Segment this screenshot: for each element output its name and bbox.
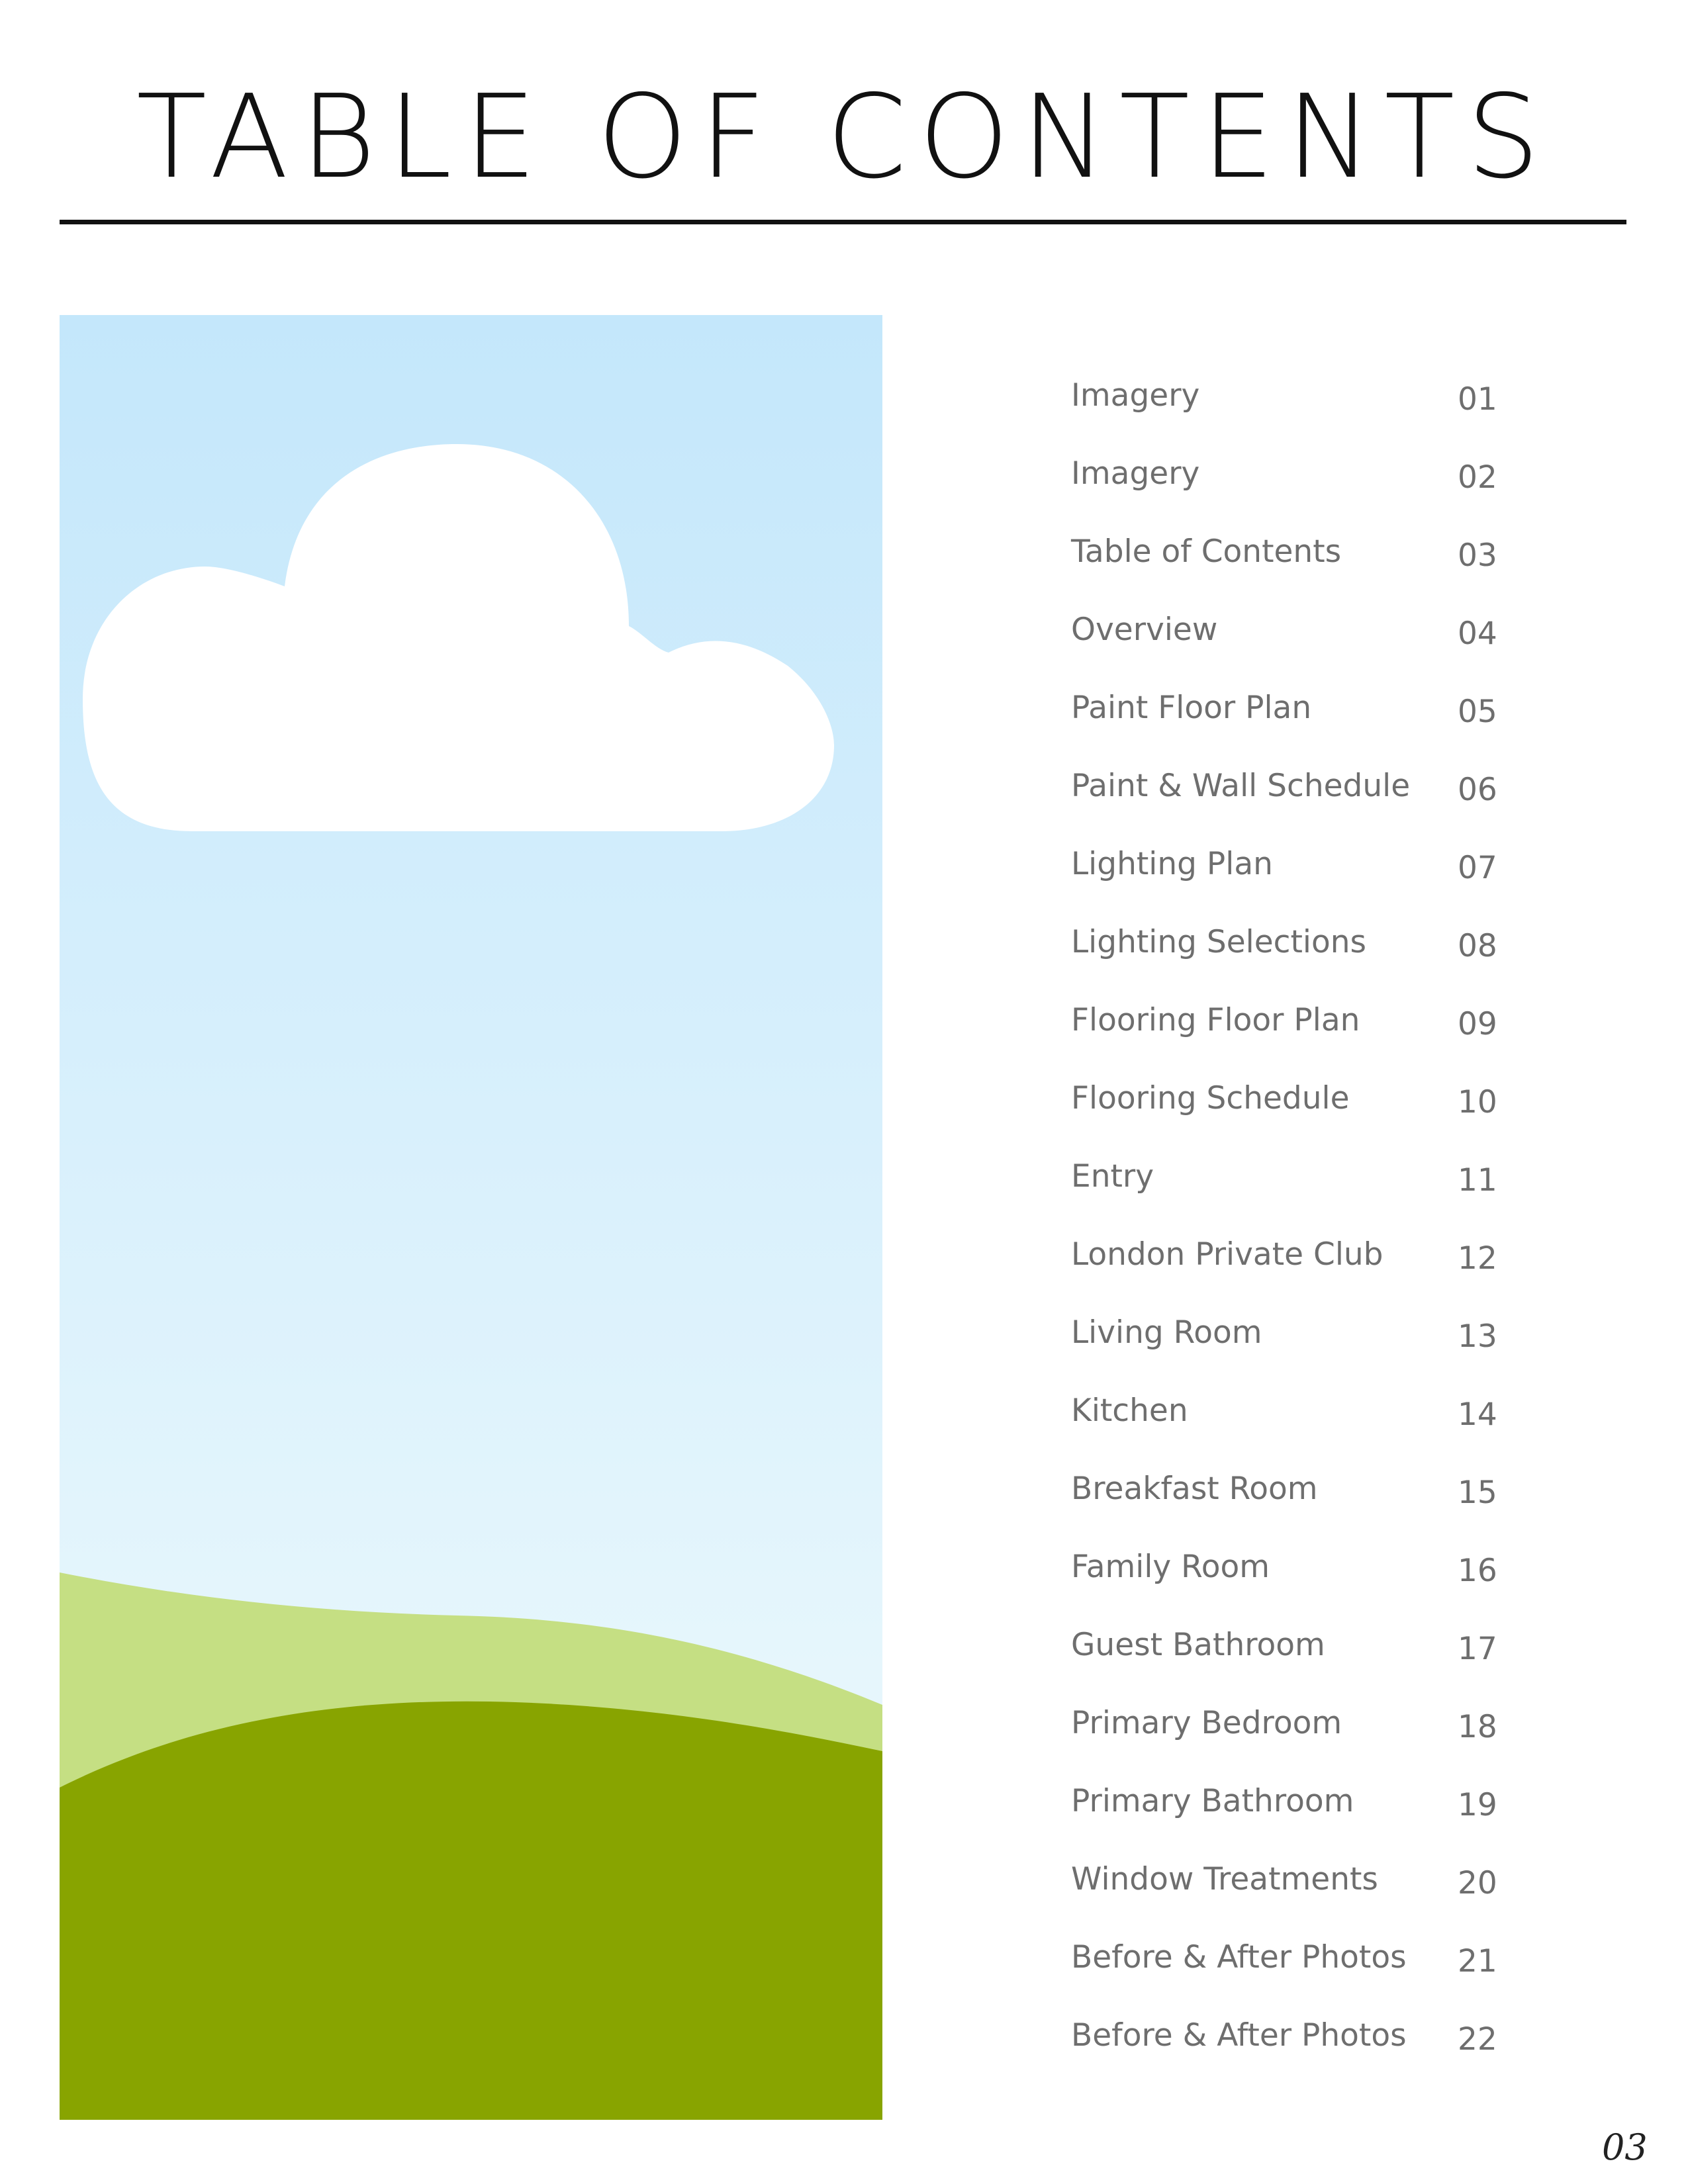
toc-entry[interactable] [1071, 363, 1534, 441]
toc-entry[interactable] [1071, 1925, 1534, 2003]
toc-entry-label: Before & After Photos [1071, 2017, 1407, 2054]
toc-entry[interactable] [1071, 1534, 1534, 1612]
toc-entry[interactable] [1071, 1456, 1534, 1534]
toc-entry-page: 12 [1458, 1240, 1497, 1277]
toc-entry-label: Living Room [1071, 1314, 1262, 1351]
toc-entry-page: 13 [1458, 1318, 1497, 1355]
toc-entry-label: Overview [1071, 612, 1218, 648]
toc-entry-label: Table of Contents [1071, 533, 1342, 570]
page-title: TABLE OF CONTENTS [136, 70, 1552, 205]
toc-entry-page: 10 [1458, 1084, 1497, 1120]
toc-entry-page: 02 [1458, 459, 1497, 496]
toc-entry-label: Paint Floor Plan [1071, 690, 1312, 726]
toc-entry-page: 19 [1458, 1787, 1497, 1823]
toc-entry-page: 22 [1458, 2021, 1497, 2058]
toc-entry-label: Entry [1071, 1158, 1154, 1195]
toc-entry[interactable] [1071, 1066, 1534, 1144]
toc-entry[interactable] [1071, 1690, 1534, 1768]
toc-entry-label: London Private Club [1071, 1236, 1383, 1273]
toc-entry[interactable] [1071, 1768, 1534, 1846]
toc-entry[interactable] [1071, 675, 1534, 753]
toc-entry-page: 17 [1458, 1631, 1497, 1667]
toc-entry[interactable] [1071, 753, 1534, 831]
toc-entry-page: 05 [1458, 694, 1497, 730]
toc-entry-page: 20 [1458, 1865, 1497, 1901]
toc-entry[interactable] [1071, 2003, 1534, 2081]
title-divider [60, 220, 1626, 224]
toc-entry-label: Before & After Photos [1071, 1939, 1407, 1976]
toc-entry[interactable] [1071, 987, 1534, 1066]
toc-entry-page: 21 [1458, 1943, 1497, 1979]
toc-entry[interactable] [1071, 519, 1534, 597]
toc-entry-page: 09 [1458, 1006, 1497, 1042]
toc-entry[interactable] [1071, 1144, 1534, 1222]
page-number: 03 [1602, 2126, 1648, 2168]
toc-entry-label: Window Treatments [1071, 1861, 1378, 1897]
toc-entry[interactable] [1071, 1846, 1534, 1925]
toc-entry-label: Lighting Plan [1071, 846, 1273, 882]
toc-entry[interactable] [1071, 909, 1534, 987]
toc-entry[interactable] [1071, 1222, 1534, 1300]
toc-entry-label: Flooring Floor Plan [1071, 1002, 1360, 1038]
toc-entry[interactable] [1071, 597, 1534, 675]
toc-entry-page: 06 [1458, 772, 1497, 808]
landscape-illustration [60, 315, 882, 2120]
toc-entry-label: Flooring Schedule [1071, 1080, 1350, 1116]
toc-entry-page: 18 [1458, 1709, 1497, 1745]
front-hill [60, 1702, 882, 2120]
toc-entry[interactable] [1071, 1612, 1534, 1690]
toc-entry-page: 04 [1458, 615, 1497, 652]
toc-entry-label: Lighting Selections [1071, 924, 1366, 960]
toc-entry-page: 15 [1458, 1475, 1497, 1511]
toc-entry-label: Primary Bedroom [1071, 1705, 1342, 1741]
toc-entry[interactable] [1071, 831, 1534, 909]
toc-entry-label: Family Room [1071, 1549, 1270, 1585]
toc-entry-page: 16 [1458, 1553, 1497, 1589]
toc-entry-label: Kitchen [1071, 1392, 1188, 1429]
toc-entry-label: Primary Bathroom [1071, 1783, 1354, 1819]
toc-entry-page: 14 [1458, 1396, 1497, 1433]
toc-entry[interactable] [1071, 1300, 1534, 1378]
toc-entry-label: Breakfast Room [1071, 1471, 1318, 1507]
toc-entry-page: 03 [1458, 537, 1497, 574]
table-of-contents-list [1071, 363, 1534, 2081]
toc-entry-page: 11 [1458, 1162, 1497, 1199]
toc-entry-label: Imagery [1071, 377, 1200, 414]
toc-entry-page: 07 [1458, 850, 1497, 886]
toc-entry[interactable] [1071, 441, 1534, 519]
toc-entry-label: Imagery [1071, 455, 1200, 492]
toc-entry-label: Paint & Wall Schedule [1071, 768, 1411, 804]
toc-entry-page: 08 [1458, 928, 1497, 964]
toc-entry[interactable] [1071, 1378, 1534, 1456]
toc-entry-page: 01 [1458, 381, 1497, 418]
toc-entry-label: Guest Bathroom [1071, 1627, 1325, 1663]
landscape-placeholder-icon [60, 315, 882, 2120]
